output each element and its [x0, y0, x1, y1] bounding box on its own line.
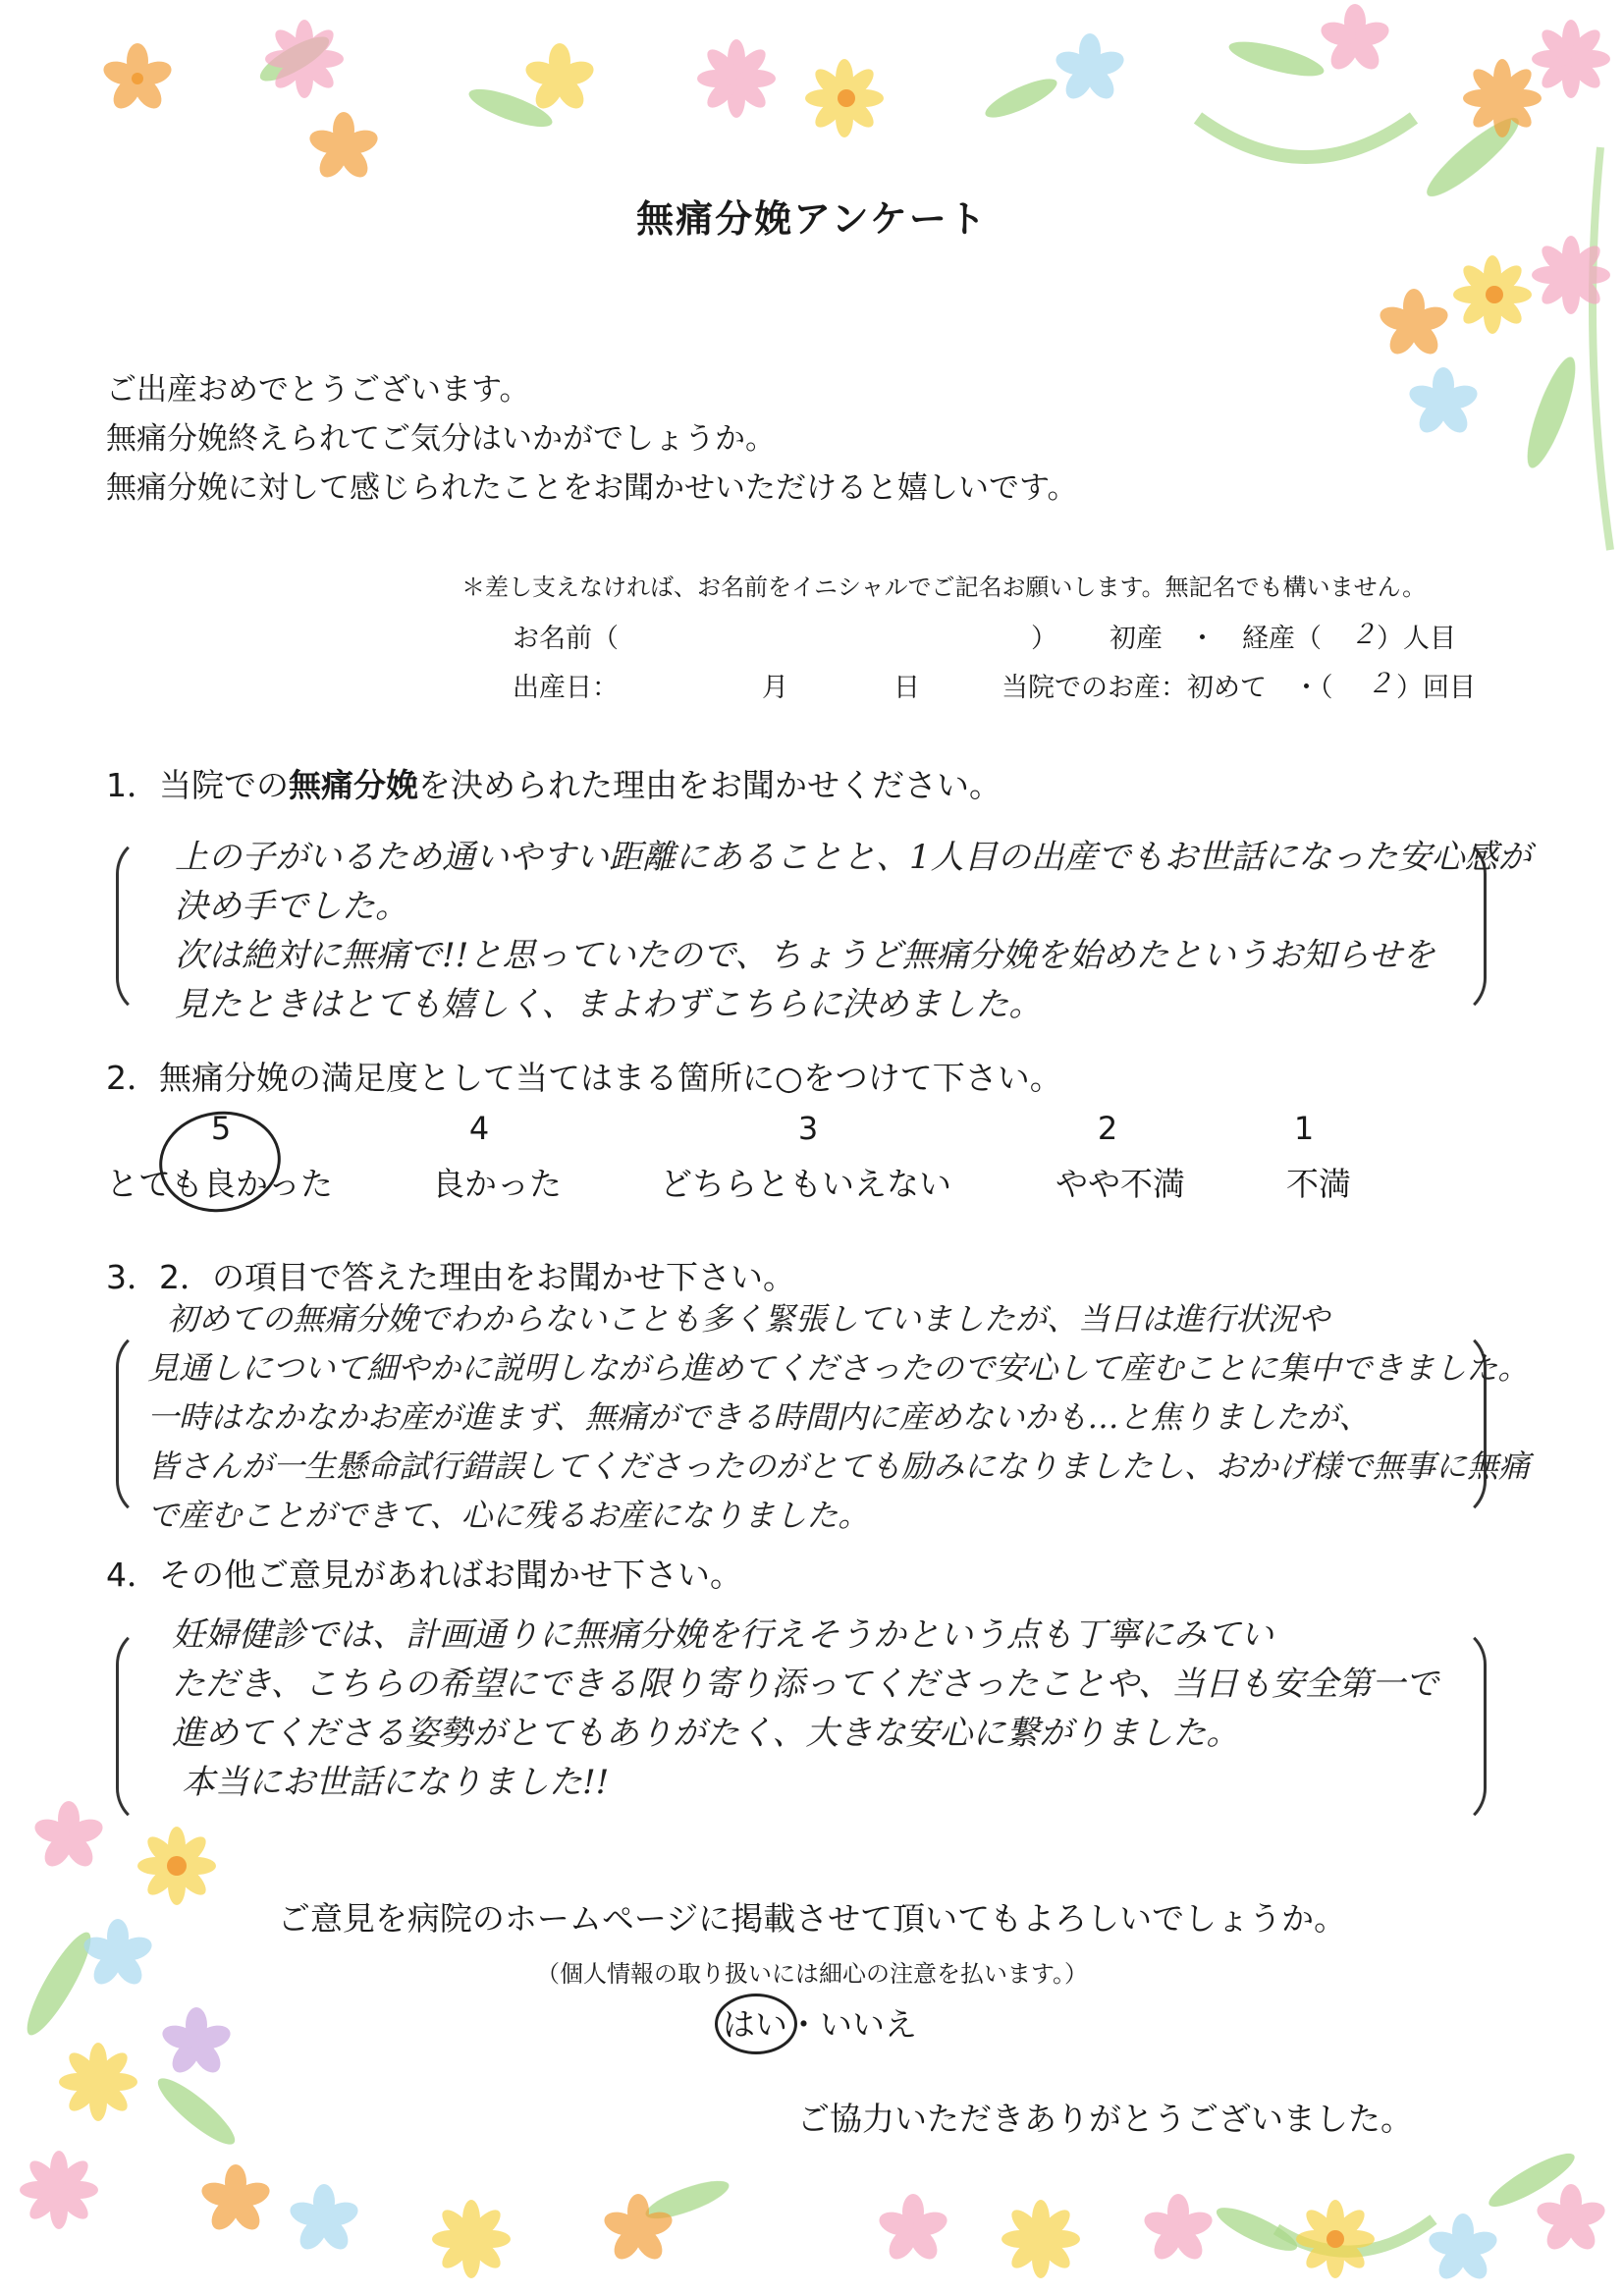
scale-option-1[interactable]: 不満: [1286, 1165, 1351, 1203]
scale-number-3: 3: [797, 1110, 819, 1147]
scale-number-5: 5: [210, 1110, 232, 1147]
answer-line: 妊婦健診では、計画通りに無痛分娩を行えそうかという点も丁寧にみてい: [172, 1615, 1273, 1655]
question-3: [106, 1252, 795, 1298]
answer-line: 皆さんが一生懸命試行錯誤してくださったのがとても励みになりましたし、おかげ様で無事に無痛: [147, 1448, 1531, 1485]
consent-question: ご意見を病院のホームページに掲載させて頂いてもよろしいでしょうか。: [277, 1899, 1347, 1938]
answer-line: 初めての無痛分娩でわからないことも多く緊張していましたが、当日は進行状況や: [167, 1300, 1330, 1338]
visit-label: 当院でのお産：初めて ・（: [1001, 673, 1333, 703]
scale-option-2[interactable]: やや不満: [1056, 1165, 1185, 1203]
question-text-bold: 無痛分娩: [289, 766, 418, 804]
answer-3[interactable]: [147, 1294, 1530, 1540]
scale-number-2: 2: [1097, 1110, 1118, 1147]
question-text: その他ご意見があればお聞かせ下さい。: [159, 1556, 742, 1594]
question-text: 2．の項目で答えた理由をお聞かせ下さい。: [159, 1258, 795, 1296]
day-label: 日: [893, 673, 920, 703]
visit-suffix: ）回目: [1396, 673, 1476, 703]
name-label: お名前（: [513, 624, 619, 654]
question-text: 当院での: [159, 766, 289, 804]
birth-date-label: 出産日：: [513, 673, 619, 703]
answer-line: 上の子がいるため通いやすい距離にあることと、1人目の出産でもお世話になった安心感が: [175, 838, 1532, 877]
answer-line: 一時はなかなかお産が進まず、無痛ができる時間内に産めないかも…と焦りましたが、: [147, 1398, 1371, 1436]
question-number: 3．: [106, 1258, 159, 1296]
question-2: [106, 1053, 1062, 1099]
answer-line: で産むことができて、心に残るお産になりました。: [147, 1497, 870, 1534]
page-title: 無痛分娩アンケート: [636, 197, 988, 241]
answer-4[interactable]: [172, 1611, 1438, 1807]
consent-yes-option[interactable]: はい: [723, 2005, 787, 2044]
question-4: [106, 1550, 742, 1596]
intro-line: 無痛分娩終えられてご気分はいかがでしょうか。: [106, 421, 776, 457]
intro-line: ご出産おめでとうございます。: [106, 372, 530, 408]
intro-text: [106, 365, 1078, 513]
question-number: 1．: [106, 766, 159, 804]
question-number: 4．: [106, 1556, 159, 1594]
answer-line: 次は絶対に無痛で!!と思っていたので、ちょうど無痛分娩を始めたというお知らせを: [175, 936, 1435, 975]
consent-separator: ・: [787, 2005, 820, 2044]
question-number: 2．: [106, 1059, 159, 1097]
answer-1[interactable]: [175, 833, 1532, 1029]
consent-note: （個人情報の取り扱いには細心の注意を払います。）: [535, 1960, 1089, 1988]
visit-value[interactable]: ２: [1367, 669, 1393, 699]
answer-line: 進めてくださる姿勢がとてもありがたく、大きな安心に繋がりました。: [172, 1714, 1240, 1753]
scale-option-4[interactable]: 良かった: [432, 1165, 562, 1203]
intro-line: 無痛分娩に対して感じられたことをお聞かせいただけると嬉しいです。: [106, 470, 1078, 506]
scale-option-5[interactable]: とても良かった: [106, 1165, 333, 1203]
answer-line: 見たときはとても嬉しく、まよわずこちらに決めました。: [175, 985, 1043, 1024]
name-field[interactable]: [628, 621, 1021, 652]
form-note: ＊差し支えなければ、お名前をイニシャルでご記名お願いします。無記名でも構いません。: [461, 574, 1427, 601]
answer-line: 決め手でした。: [175, 887, 408, 926]
scale-number-4: 4: [468, 1110, 490, 1147]
month-label: 月: [762, 673, 788, 703]
answer-line: 本当にお世話になりました!!: [182, 1763, 610, 1802]
answer-line: ただき、こちらの希望にできる限り寄り添ってくださったことや、当日も安全第一で: [172, 1665, 1438, 1704]
scale-option-3[interactable]: どちらともいえない: [660, 1165, 951, 1203]
answer-line: 見通しについて細やかに説明しながら進めてくださったので安心して産むことに集中できました。: [147, 1349, 1530, 1387]
scale-number-1: 1: [1293, 1110, 1315, 1147]
parity-label: 初産 ・ 経産（: [1110, 624, 1322, 654]
parity-suffix: ）人目: [1377, 624, 1456, 654]
name-close: ）: [1031, 624, 1057, 654]
parity-value[interactable]: ２: [1350, 620, 1377, 650]
thanks-message: ご協力いただきありがとうございました。: [797, 2100, 1413, 2138]
question-text: を決められた理由をお聞かせください。: [418, 766, 1001, 804]
consent-selected-circle-mark: [715, 1994, 797, 2054]
consent-no-option[interactable]: いいえ: [820, 2005, 917, 2044]
question-text: 無痛分娩の満足度として当てはまる箇所に○をつけて下さい。: [159, 1059, 1062, 1097]
question-1: [106, 760, 1001, 806]
